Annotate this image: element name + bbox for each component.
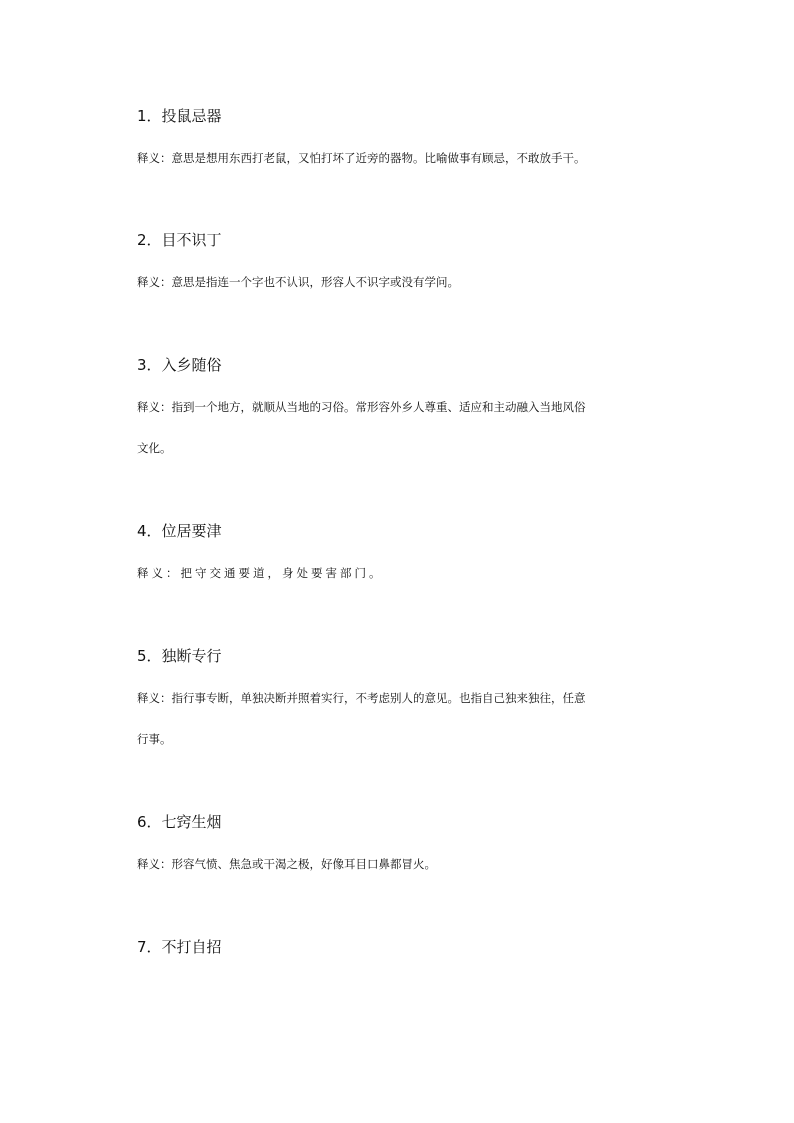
entry-title: 6．七窍生烟 [137,813,222,831]
entry-title: 4．位居要津 [137,522,222,540]
entry-title: 2．目不识丁 [137,231,222,249]
entry-definition: 释义：指到一个地方，就顺从当地的习俗。常形容外乡人尊重、适应和主动融入当地风俗 [137,400,586,414]
entry-definition: 释义：意思是指连一个字也不认识，形容人不识字或没有学问。 [137,275,459,289]
entry-definition-continued: 行事。 [137,732,172,746]
entry-definition: 释义：把守交通要道，身处要害部门。 [137,566,384,580]
entry-definition: 释义：形容气愤、焦急或干渴之极，好像耳目口鼻都冒火。 [137,857,436,871]
entry-title: 1．投鼠忌器 [137,107,222,125]
entry-title: 7．不打自招 [137,938,222,956]
entry-definition-continued: 文化。 [137,441,172,455]
entry-definition: 释义：指行事专断，单独决断并照着实行，不考虑别人的意见。也指自己独来独往，任意 [137,691,586,705]
entry-title: 5．独断专行 [137,647,222,665]
entry-definition: 释义：意思是想用东西打老鼠，又怕打坏了近旁的器物。比喻做事有顾忌，不敢放手干。 [137,151,586,165]
entry-title: 3．入乡随俗 [137,356,222,374]
